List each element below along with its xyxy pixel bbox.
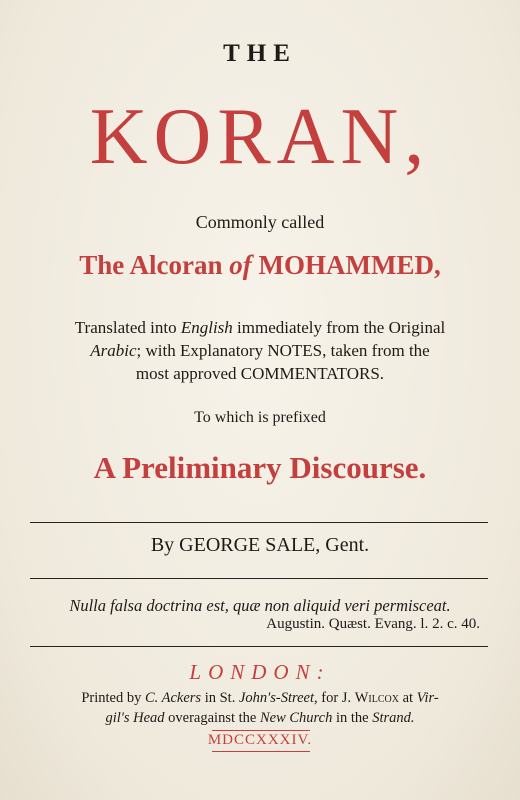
- rule-top: [30, 522, 488, 523]
- preliminary-discourse: A Preliminary Discourse.: [93, 450, 427, 485]
- translation-statement: [0, 316, 520, 385]
- alcoran-part2: MOHAMMED,: [251, 250, 441, 280]
- translation-english: English: [180, 318, 233, 337]
- motto-source: Augustin. Quæst. Evang. l. 2. c. 40.: [266, 616, 480, 632]
- prefixed-note: To which is prefixed: [194, 409, 326, 426]
- imprint-church: New Church: [259, 710, 333, 726]
- imprint-text-part: Printed by: [81, 690, 145, 706]
- translation-line-1: [0, 316, 520, 339]
- rule-middle: [30, 578, 488, 579]
- alcoran-line: [0, 250, 520, 281]
- author-line: By GEORGE SALE, Gent.: [150, 534, 370, 556]
- alcoran-of: of: [229, 250, 252, 280]
- date-rule-top: [212, 730, 310, 731]
- alcoran-part1: The Alcoran: [79, 250, 230, 280]
- translation-line-2: [0, 339, 520, 362]
- imprint-line-1: [0, 688, 520, 708]
- imprint-bookseller: Wilcox: [354, 690, 399, 706]
- imprint-city: LONDON:: [189, 660, 331, 684]
- imprint-printer: C. Ackers: [144, 690, 202, 706]
- title-the: THE: [223, 40, 297, 67]
- imprint-text-part: overagainst the: [164, 710, 260, 726]
- imprint-text-part: at: [398, 690, 417, 706]
- translation-text: ; with Explanatory NOTES, taken from the: [136, 341, 430, 360]
- translation-arabic: Arabic: [90, 341, 137, 360]
- translation-line-3: most approved COMMENTATORS.: [135, 364, 385, 383]
- motto: Nulla falsa doctrina est, quæ non aliquid veri permisceat.: [69, 596, 451, 615]
- imprint-text-part: in St.: [201, 690, 239, 706]
- title-koran: KORAN,: [89, 93, 431, 181]
- imprint-date: MDCCXXXIV.: [207, 732, 313, 748]
- imprint-line-2: [0, 708, 520, 728]
- date-rule-bottom: [212, 751, 310, 752]
- imprint-sign: gil's Head: [105, 710, 165, 726]
- translation-text: immediately from the Original: [232, 318, 446, 337]
- imprint-text: [0, 688, 520, 728]
- imprint-text-part: in the: [332, 710, 373, 726]
- translation-text: Translated into: [74, 318, 181, 337]
- imprint-street: John's-Street,: [238, 690, 318, 706]
- imprint-text-part: for J.: [317, 690, 355, 706]
- commonly-called: Commonly called: [195, 212, 325, 232]
- rule-bottom: [30, 646, 488, 647]
- imprint-strand: Strand.: [372, 710, 415, 726]
- imprint-virg: Vir-: [416, 690, 439, 706]
